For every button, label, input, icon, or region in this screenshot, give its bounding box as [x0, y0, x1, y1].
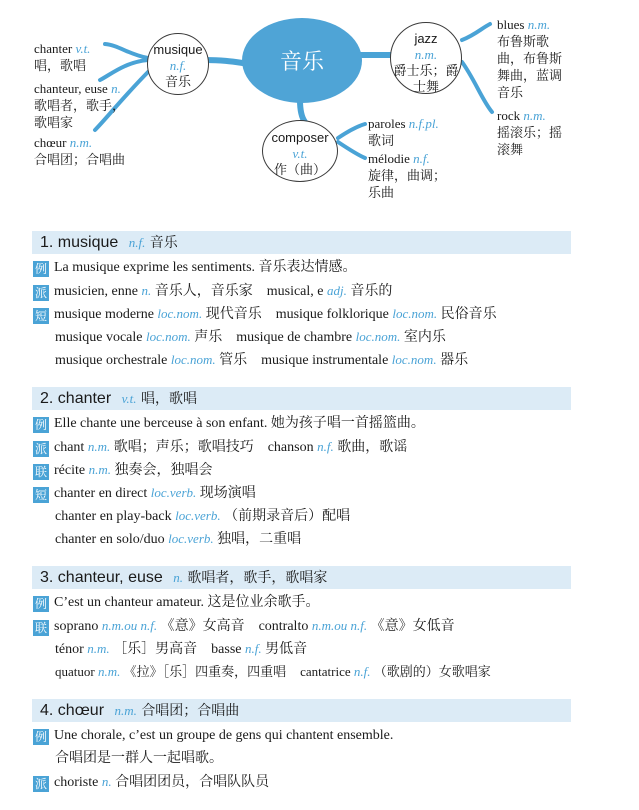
- musique-bubble-pos: n.f.: [169, 58, 187, 73]
- term-pos: n.m.: [87, 641, 110, 656]
- entry-header-chanteur: [32, 566, 571, 589]
- term-pos: n.m.ou n.f.: [101, 618, 158, 633]
- entry-header-musique: [32, 231, 571, 254]
- term-pos: loc.verb.: [175, 508, 221, 523]
- term-pos: n.f.: [317, 439, 334, 454]
- example-text: Elle chante une berceuse à son enfant. 她为孩子唱一首摇篮曲。: [54, 416, 425, 431]
- term-meaning: （前期录音后）配唱: [224, 509, 351, 524]
- term: musique de chambre: [236, 330, 353, 345]
- node-meaning: 滚舞: [497, 142, 524, 157]
- related-tag: 联: [34, 621, 47, 635]
- mind-map: [0, 0, 639, 215]
- term: chanter en solo/duo: [55, 532, 165, 547]
- jazz-bubble-meaning: 爵士乐；爵: [393, 63, 459, 78]
- entry-headword: 4. chœur: [40, 702, 105, 719]
- node-pos: n.: [111, 81, 121, 96]
- node-meaning: 歌词: [368, 133, 395, 148]
- term: musicien, enne: [54, 284, 138, 299]
- node-pos: n.f.: [413, 151, 430, 166]
- node-meaning: 合唱团；合唱曲: [34, 152, 126, 167]
- phrase-line: [55, 506, 350, 527]
- derived-line: [33, 437, 407, 458]
- jazz-bubble-word: jazz: [414, 31, 438, 46]
- node-meaning: 歌唱家: [34, 115, 74, 130]
- entry-headword: 2. chanter: [40, 390, 112, 407]
- example-tag: 例: [34, 418, 47, 432]
- term-pos: loc.verb.: [168, 531, 214, 546]
- term-meaning: 歌唱；声乐；歌唱技巧: [113, 440, 254, 455]
- term-meaning: （歌剧的）女歌唱家: [373, 664, 491, 679]
- phrase-tag: 短: [34, 488, 47, 502]
- term-meaning: 现场演唱: [199, 486, 256, 501]
- node-word: chœur: [34, 135, 67, 150]
- term-pos: n.f.: [244, 641, 262, 656]
- term-pos: n.m.: [87, 439, 111, 454]
- node-rock: [497, 107, 562, 158]
- term: contralto: [258, 619, 309, 634]
- term: chanter en direct: [54, 486, 148, 501]
- term-meaning: 民俗音乐: [440, 307, 497, 322]
- example-text: Une chorale, c’est un groupe de gens qui chantent ensemble.: [54, 728, 394, 743]
- derived-tag: 派: [34, 777, 47, 791]
- example-line: [33, 726, 393, 746]
- node-word: chanteur, euse: [34, 81, 108, 96]
- node-pos: n.m.: [69, 135, 93, 150]
- example-tag: 例: [34, 730, 47, 744]
- term: quatuor: [55, 664, 95, 679]
- term-meaning: 管乐: [219, 353, 248, 368]
- entry-header-chanter: [32, 387, 571, 410]
- entry-pos: n.f.: [128, 235, 146, 250]
- composer-bubble-pos: v.t.: [292, 146, 308, 161]
- term-pos: adj.: [327, 283, 347, 298]
- phrase-line: [55, 350, 468, 371]
- example-line: [33, 593, 320, 613]
- node-melodie: [368, 150, 446, 201]
- node-chanteur: [34, 80, 125, 131]
- node-meaning: 舞曲，蓝调: [497, 68, 563, 83]
- term: musique instrumentale: [261, 353, 389, 368]
- term: ténor: [55, 642, 84, 657]
- term: soprano: [54, 619, 99, 634]
- node-word: chanter: [34, 41, 73, 56]
- term: basse: [211, 642, 242, 657]
- phrase-line: [33, 483, 256, 504]
- term-pos: n.m.: [97, 664, 121, 679]
- term: musique vocale: [55, 330, 143, 345]
- node-choeur: [34, 134, 125, 168]
- phrase-tag: 短: [34, 309, 47, 323]
- term: chanter en play-back: [55, 509, 172, 524]
- example-text: C’est un chanteur amateur. 这是位业余歌手。: [54, 595, 320, 610]
- node-word: blues: [497, 17, 525, 32]
- term-meaning: 音乐的: [350, 284, 393, 299]
- entry-meaning: 音乐: [149, 235, 178, 251]
- term-pos: loc.verb.: [150, 485, 197, 500]
- musique-bubble-meaning: 音乐: [164, 74, 191, 89]
- term-pos: loc.nom.: [391, 352, 437, 367]
- term-meaning: 器乐: [440, 353, 469, 368]
- term-meaning: 男低音: [265, 642, 308, 657]
- related-line: [55, 639, 307, 660]
- node-meaning: 布鲁斯歌: [497, 34, 550, 49]
- node-meaning: 乐曲: [368, 185, 395, 200]
- node-meaning: 音乐: [497, 85, 524, 100]
- jazz-bubble-meaning: 士舞: [412, 79, 439, 94]
- musique-bubble-word: musique: [153, 42, 203, 57]
- node-pos: v.t.: [75, 41, 91, 56]
- term-meaning: 《拉》［乐］四重奏，四重唱: [123, 664, 287, 679]
- term-meaning: 合唱团团员，合唱队队员: [115, 775, 270, 790]
- related-line: [33, 460, 212, 481]
- phrase-line: [33, 304, 497, 325]
- related-tag: 联: [34, 465, 47, 479]
- derived-tag: 派: [34, 442, 47, 456]
- term-pos: n.f.: [353, 664, 371, 679]
- derived-tag: 派: [34, 286, 47, 300]
- node-meaning: 旋律，曲调；: [368, 168, 447, 183]
- related-line: [55, 662, 491, 682]
- term: musique orchestrale: [55, 353, 168, 368]
- composer-bubble: [262, 120, 338, 182]
- node-word: mélodie: [368, 151, 410, 166]
- term: chant: [54, 440, 85, 455]
- node-blues: [497, 16, 562, 101]
- term: musique moderne: [54, 307, 154, 322]
- center-topic: 音乐: [242, 18, 362, 103]
- term-meaning: 独唱，二重唱: [217, 532, 302, 547]
- phrase-line: [55, 327, 446, 348]
- node-paroles: [368, 115, 439, 149]
- entry-pos: n.: [173, 570, 183, 585]
- term: récite: [54, 463, 86, 478]
- term-pos: n.: [101, 774, 112, 789]
- example-text: La musique exprime les sentiments. 音乐表达情感。: [54, 260, 357, 275]
- musique-bubble: [147, 33, 209, 95]
- node-pos: n.m.: [523, 108, 546, 123]
- term: cantatrice: [300, 664, 351, 679]
- node-meaning: 唱，歌唱: [34, 58, 87, 73]
- node-meaning: 歌唱者，歌手，: [34, 98, 126, 113]
- term-meaning: 声乐: [194, 330, 223, 345]
- term-meaning: 现代音乐: [205, 307, 262, 322]
- term-meaning: 室内乐: [403, 330, 446, 345]
- example-tag: 例: [34, 597, 47, 611]
- derived-line: [33, 281, 392, 302]
- term-meaning: ［乐］男高音: [113, 642, 198, 657]
- node-word: paroles: [368, 116, 406, 131]
- node-meaning: 摇滚乐；摇: [497, 125, 563, 140]
- jazz-bubble-pos: n.m.: [414, 47, 438, 62]
- term-pos: loc.nom.: [392, 306, 438, 321]
- term-meaning: 《意》女高音: [160, 619, 245, 634]
- entry-headword: 3. chanteur, euse: [40, 569, 163, 586]
- entry-pos: v.t.: [121, 391, 137, 406]
- term-meaning: 音乐人，音乐家: [154, 284, 253, 299]
- term-pos: loc.nom.: [145, 329, 191, 344]
- term-pos: loc.nom.: [355, 329, 401, 344]
- phrase-line: [55, 529, 301, 550]
- term-pos: loc.nom.: [157, 306, 203, 321]
- jazz-bubble: [390, 22, 462, 94]
- term-pos: n.m.: [88, 462, 111, 477]
- node-pos: n.f.pl.: [408, 116, 439, 131]
- term-pos: n.: [141, 283, 152, 298]
- composer-bubble-meaning: 作（曲）: [273, 162, 326, 177]
- term-meaning: 《意》女低音: [370, 619, 455, 634]
- example-translation: 合唱团是一群人一起唱歌。: [55, 751, 223, 766]
- term-meaning: 歌曲，歌谣: [337, 440, 408, 455]
- example-tag: 例: [34, 262, 47, 276]
- related-line: [33, 616, 455, 637]
- node-chanter: [34, 40, 90, 74]
- term: choriste: [54, 775, 99, 790]
- entry-pos: n.m.: [114, 703, 137, 718]
- term-pos: loc.nom.: [170, 352, 216, 367]
- entry-meaning: 歌唱者，歌手，歌唱家: [187, 570, 328, 586]
- node-pos: n.m.: [527, 17, 551, 32]
- entry-header-choeur: [32, 699, 571, 722]
- node-word: rock: [497, 108, 521, 123]
- term-meaning: 独奏会，独唱会: [114, 463, 213, 478]
- term: musical, e: [266, 284, 324, 299]
- composer-bubble-word: composer: [271, 130, 329, 145]
- term: musique folklorique: [275, 307, 389, 322]
- entry-meaning: 合唱团；合唱曲: [141, 703, 240, 719]
- example-line: [33, 414, 425, 434]
- derived-line: [33, 772, 269, 793]
- example-line: [33, 258, 357, 278]
- entry-headword: 1. musique: [40, 234, 119, 251]
- node-meaning: 曲，布鲁斯: [497, 51, 563, 66]
- term-pos: n.m.ou n.f.: [311, 618, 368, 633]
- entry-meaning: 唱，歌唱: [140, 391, 197, 407]
- term: chanson: [267, 440, 314, 455]
